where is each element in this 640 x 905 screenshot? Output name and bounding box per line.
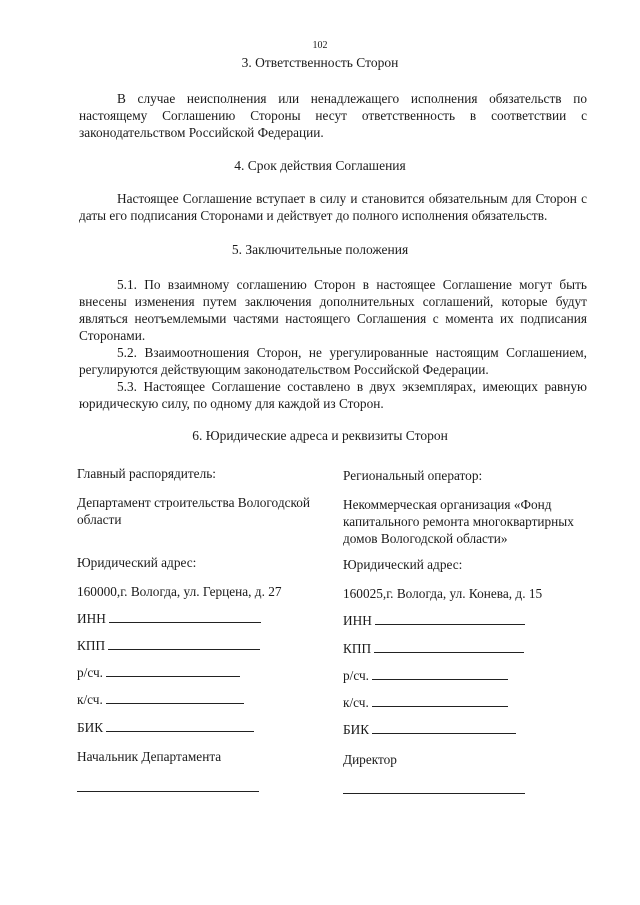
left-ks-row <box>77 691 337 708</box>
left-ks-blank <box>106 691 244 704</box>
right-inn-blank <box>375 612 525 625</box>
right-kpp-label: КПП <box>343 641 372 656</box>
section-5-paragraph-2: 5.2. Взаимоотношения Сторон, не урегулированные настоящим Соглашением, регулируются действующим законодательством Российской Федерации. <box>79 345 587 377</box>
right-bik-row <box>343 721 605 738</box>
section-5-title: 5. Заключительные положения <box>231 242 409 257</box>
page-number: 102 <box>312 40 328 51</box>
left-bik-label: БИК <box>77 720 104 735</box>
section-5-text <box>79 276 587 412</box>
right-bik-label: БИК <box>343 722 370 737</box>
left-address: 160000,г. Вологда, ул. Герцена, д. 27 <box>77 584 282 599</box>
left-signer-title: Начальник Департамента <box>77 749 222 764</box>
right-signature-line <box>343 793 525 794</box>
left-bik-blank <box>106 719 254 732</box>
right-ks-row <box>343 694 605 711</box>
right-kpp-row <box>343 640 605 657</box>
right-party-org: Некоммерческая организация «Фонд капитального ремонта многоквартирных домов Вологодской области» <box>343 497 574 546</box>
right-ks-label: к/сч. <box>343 695 369 710</box>
left-ks-label: к/сч. <box>77 692 103 707</box>
right-address-label: Юридический адрес: <box>343 557 463 572</box>
left-kpp-row <box>77 637 337 654</box>
left-kpp-label: КПП <box>77 638 106 653</box>
left-signature-line <box>77 791 259 792</box>
left-inn-label: ИНН <box>77 611 106 626</box>
right-rs-label: р/сч. <box>343 668 369 683</box>
right-rs-blank <box>372 667 508 680</box>
right-kpp-blank <box>374 640 524 653</box>
section-3-text <box>79 90 587 141</box>
section-5-paragraph-1: 5.1. По взаимному соглашению Сторон в настоящее Соглашение могут быть внесены изменения путем заключения дополнительных соглашений, которые будут являться неотъемлемыми частями настоящего Соглашения с момента их подписания Сторонами. <box>79 277 587 343</box>
section-3-title: 3. Ответственность Сторон <box>241 55 399 70</box>
section-3-paragraph: В случае неисполнения или ненадлежащего исполнения обязательств по настоящему Соглашению Стороны несут ответственность в соответствии с законодательством Российской Федерации. <box>79 91 587 140</box>
right-rs-row <box>343 667 605 684</box>
left-rs-blank <box>106 664 240 677</box>
right-address: 160025,г. Вологда, ул. Конева, д. 15 <box>343 586 543 601</box>
left-kpp-blank <box>108 637 260 650</box>
left-rs-label: р/сч. <box>77 665 103 680</box>
right-signer-title: Директор <box>343 752 397 767</box>
section-4-text <box>79 190 587 224</box>
left-rs-row <box>77 664 337 681</box>
section-4-title: 4. Срок действия Соглашения <box>234 158 406 173</box>
right-inn-row <box>343 612 605 629</box>
right-party-role: Региональный оператор: <box>343 468 483 483</box>
left-inn-row <box>77 610 337 627</box>
left-party-role: Главный распорядитель: <box>77 466 216 481</box>
right-ks-blank <box>372 694 508 707</box>
left-bik-row <box>77 719 337 736</box>
right-inn-label: ИНН <box>343 613 372 628</box>
left-inn-blank <box>109 610 261 623</box>
section-4-paragraph: Настоящее Соглашение вступает в силу и становится обязательным для Сторон с даты его подписания Сторонами и действует до полного исполнения обязательств. <box>79 191 587 223</box>
right-bik-blank <box>372 721 516 734</box>
left-party-org: Департамент строительства Вологодской области <box>77 495 311 527</box>
section-5-paragraph-3: 5.3. Настоящее Соглашение составлено в двух экземплярах, имеющих равную юридическую силу, по одному для каждой из Сторон. <box>79 379 587 411</box>
section-6-title: 6. Юридические адреса и реквизиты Сторон <box>192 428 448 443</box>
left-address-label: Юридический адрес: <box>77 555 197 570</box>
